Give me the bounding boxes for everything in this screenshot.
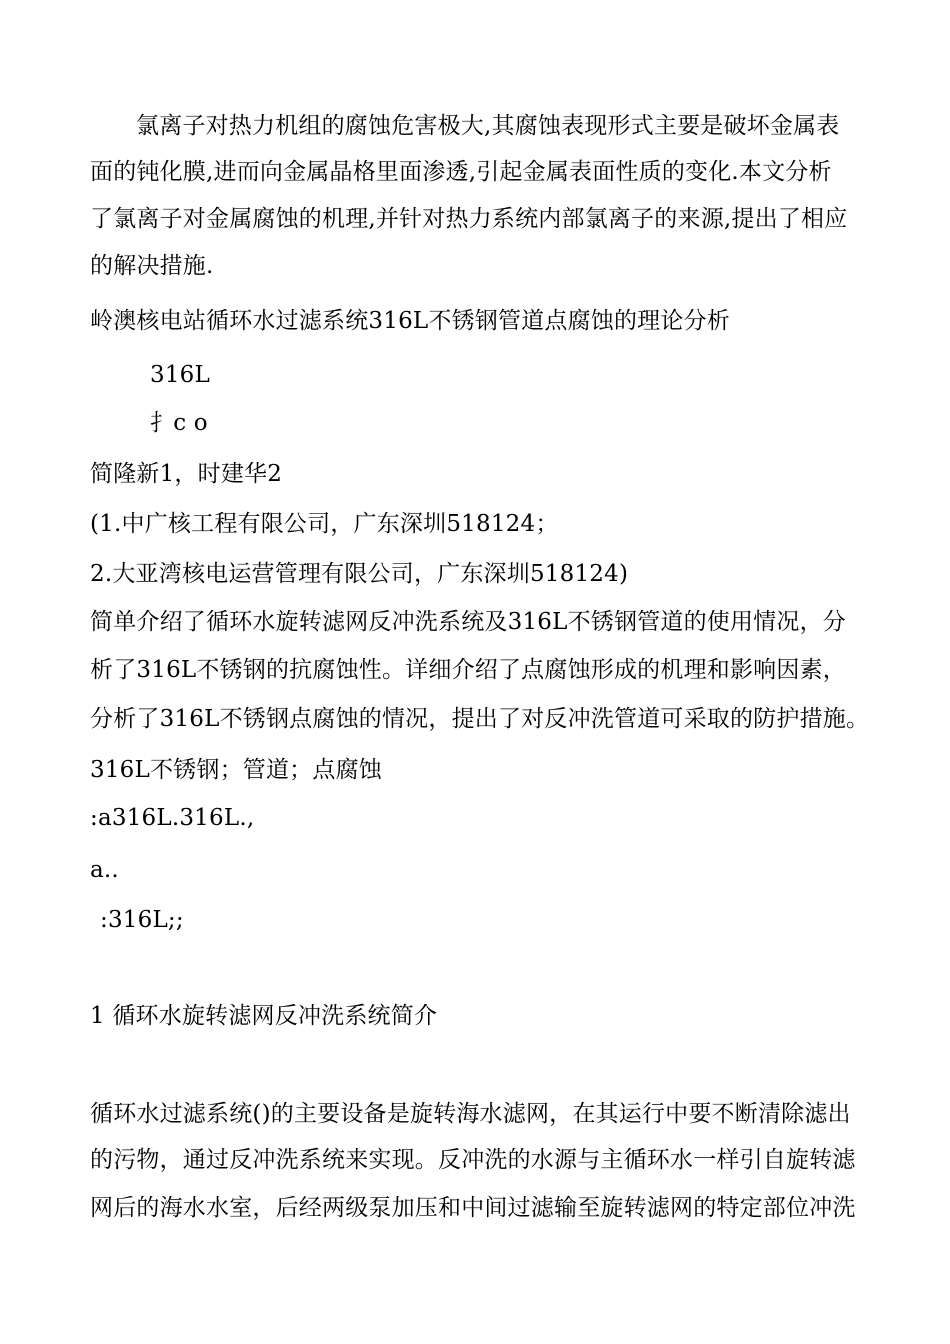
- abstract-line-3: 了氯离子对金属腐蚀的机理,并针对热力系统内部氯离子的来源,提出了相应: [90, 206, 848, 232]
- summary-line-1: 简单介绍了循环水旋转滤网反冲洗系统及316L不锈钢管道的使用情况，分: [90, 609, 846, 635]
- affiliation-1: (1.中广核工程有限公司，广东深圳518124；: [90, 511, 559, 537]
- summary-line-3: 分析了316L不锈钢点腐蚀的情况，提出了对反冲洗管道可采取的防护措施。: [90, 706, 870, 732]
- en-fragment-2: a..: [90, 857, 119, 883]
- body-line-2: 的污物，通过反冲洗系统来实现。反冲洗的水源与主循环水一样引自旋转滤: [90, 1147, 856, 1173]
- body-line-1: 循环水过滤系统()的主要设备是旋转海水滤网，在其运行中要不断清除滤出: [90, 1101, 851, 1127]
- fragment-316l: 316L: [150, 362, 210, 388]
- summary-line-2: 析了316L不锈钢的抗腐蚀性。详细介绍了点腐蚀形成的机理和影响因素，: [90, 657, 846, 683]
- affiliation-2: 2.大亚湾核电运营管理有限公司，广东深圳518124): [90, 561, 629, 587]
- fragment-text: 扌c o: [150, 410, 208, 436]
- authors: 简隆新1，时建华2: [90, 461, 283, 487]
- abstract-line-1: 氯离子对热力机组的腐蚀危害极大,其腐蚀表现形式主要是破坏金属表: [136, 113, 840, 139]
- section-heading: 1 循环水旋转滤网反冲洗系统简介: [90, 1003, 438, 1029]
- en-fragment-3: :316L;;: [100, 907, 184, 933]
- body-line-3: 网后的海水水室，后经两级泵加压和中间过滤输至旋转滤网的特定部位冲洗: [90, 1195, 856, 1221]
- abstract-line-2: 面的钝化膜,进而向金属晶格里面渗透,引起金属表面性质的变化.本文分析: [90, 159, 832, 185]
- en-fragment-1: :a316L.316L.,: [90, 805, 255, 831]
- keywords: 316L不锈钢；管道；点腐蚀: [90, 757, 382, 783]
- abstract-line-4: 的解决措施.: [90, 253, 214, 279]
- paper-title: 岭澳核电站循环水过滤系统316L不锈钢管道点腐蚀的理论分析: [90, 308, 730, 334]
